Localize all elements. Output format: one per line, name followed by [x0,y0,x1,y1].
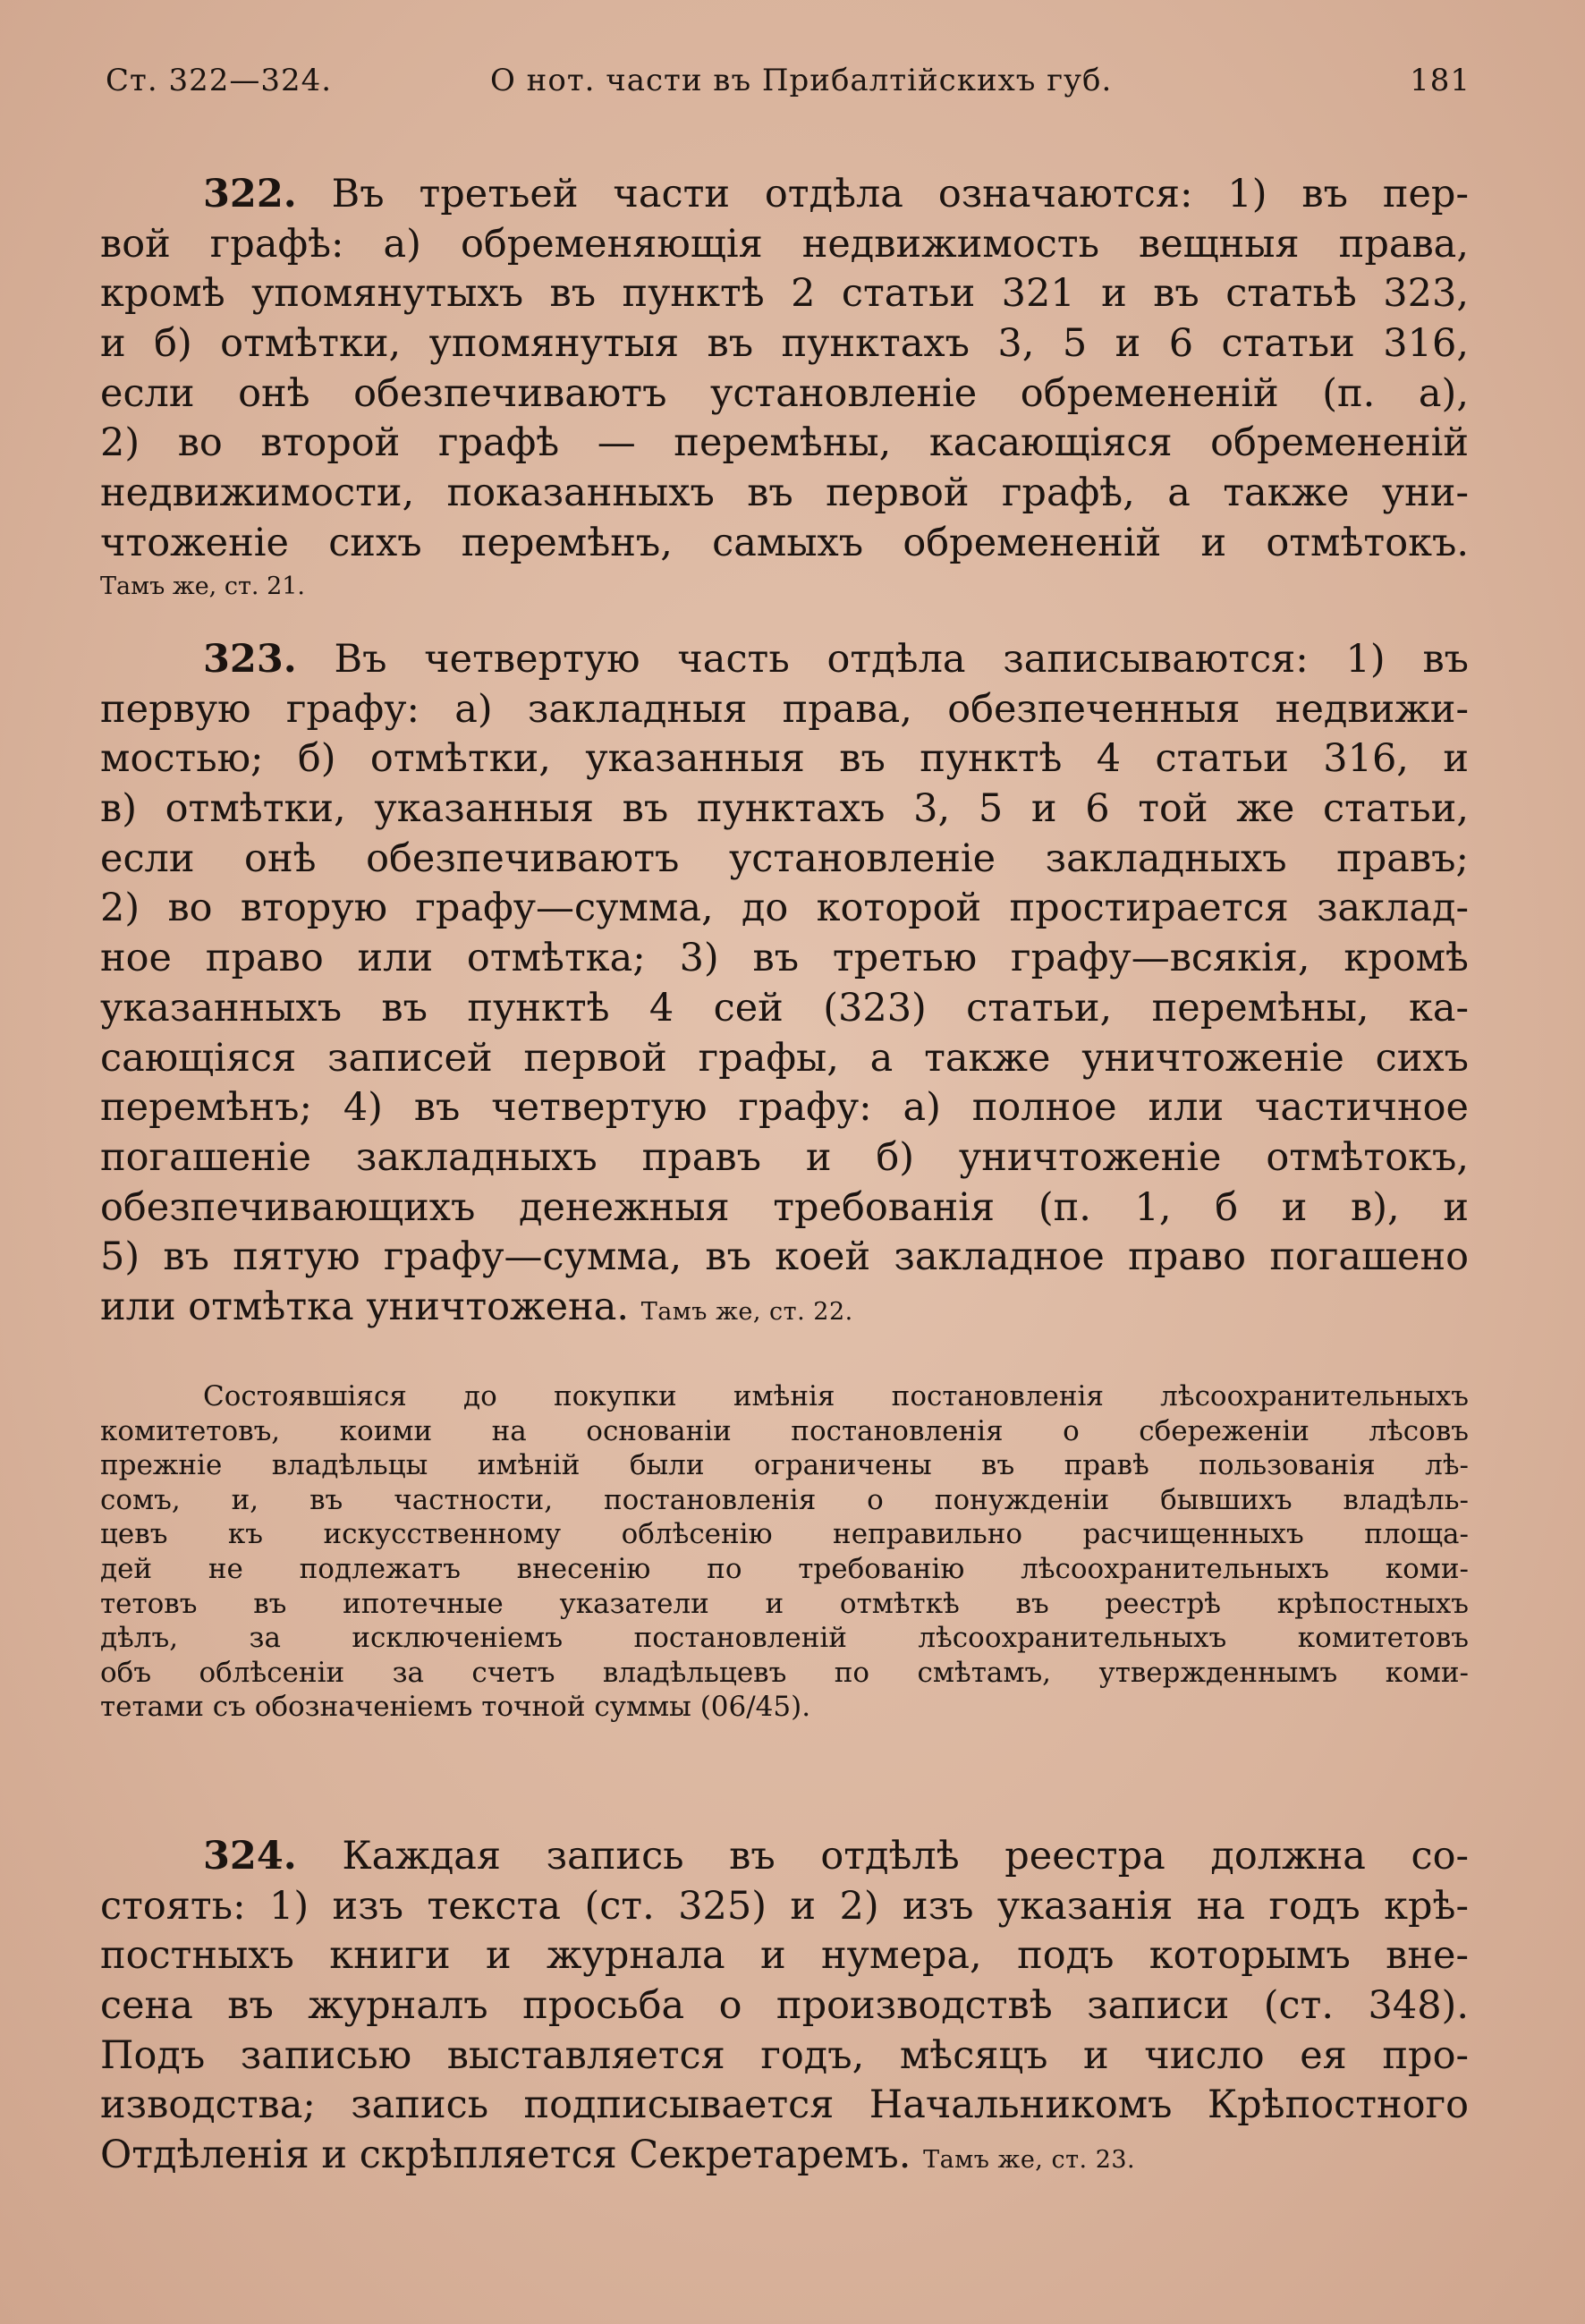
article-323-line [100,635,1469,685]
note-line: дѣлъ, за исключеніемъ постановленій лѣсоохранительныхъ комитетовъ [100,1622,1469,1655]
article-text: Каждая запись въ отдѣлѣ реестра должна со- [342,1834,1469,1879]
note-323 [100,1379,1469,1725]
article-323-line: сающіяся записей первой графы, а также уничтоженіе сихъ [100,1035,1469,1081]
article-323-line: погашеніе закладныхъ правъ и б) уничтоженіе отмѣтокъ, [100,1134,1469,1180]
note-line: цевъ къ искусственному облѣсенію неправильно расчищенныхъ площа- [100,1518,1469,1551]
article-323-line: первую графу: а) закладныя права, обезпеченныя недвижи- [100,686,1469,732]
article-text: Въ четвертую часть отдѣла записываются: 1) въ [334,637,1469,682]
article-324-line [100,1832,1469,1882]
article-text: Отдѣленія и скрѣпляется Секретаремъ. [100,2133,911,2178]
article-324-line: стоять: 1) изъ текста (ст. 325) и 2) изъ указанія на годъ крѣ- [100,1883,1469,1929]
article-323-line [100,1283,1469,1333]
article-323-line: перемѣнъ; 4) въ четвертую графу: а) полное или частичное [100,1085,1469,1131]
note-line: прежніе владѣльцы имѣній были ограничены въ правѣ пользованія лѣ- [100,1449,1469,1482]
article-number: 324. [203,1834,297,1879]
note-line: Состоявшіяся до покупки имѣнія постановленія лѣсоохранительныхъ [203,1380,1469,1412]
article-322-line: 2) во второй графѣ — перемѣны, касающіяся обремененій [100,420,1469,466]
article-323-line: в) отмѣтки, указанныя въ пунктахъ 3, 5 и 6 той же статьи, [100,786,1469,832]
article-324-line: Подъ записью выставляется годъ, мѣсяцъ и число ея про- [100,2032,1469,2078]
article-324-line: сена въ журналъ просьба о производствѣ записи (ст. 348). [100,1983,1469,2029]
article-324-line: изводства; запись подписывается Начальникомъ Крѣпостного [100,2082,1469,2128]
article-322-line [100,170,1469,220]
article-322-source: Тамъ же, ст. 21. [100,572,306,600]
article-number: 322. [203,172,297,216]
header-article-range: Ст. 322—324. [106,63,333,98]
article-322-line: если онѣ обезпечиваютъ установленіе обремененій (п. а), [100,370,1469,416]
running-header [106,63,1471,116]
article-text: или отмѣтка уничтожена. [100,1284,630,1329]
article-323-line: обезпечивающихъ денежныя требованія (п. 1, б и в), и [100,1184,1469,1230]
article-323-line: 5) въ пятую графу—сумма, въ коей закладное право погашено [100,1234,1469,1280]
article-322-line: вой графѣ: а) обременяющія недвижимость вещныя права, [100,221,1469,267]
note-line: тетами съ обозначеніемъ точной суммы (06/45). [100,1691,811,1724]
article-323-line: указанныхъ въ пунктѣ 4 сей (323) статьи, перемѣны, ка- [100,985,1469,1031]
article-323-line: 2) во вторую графу—сумма, до которой простирается заклад- [100,886,1469,931]
note-line: сомъ, и, въ частности, постановленія о понужденіи бывшихъ владѣль- [100,1483,1469,1516]
page-number: 181 [1410,63,1471,98]
article-323-line: если онѣ обезпечиваютъ установленіе закладныхъ правъ; [100,835,1469,881]
article-323-source: Тамъ же, ст. 22. [640,1297,853,1326]
article-322-line: чтоженіе сихъ перемѣнъ, самыхъ обремененій и отмѣтокъ. [100,520,1469,565]
article-322-line: кромѣ упомянутыхъ въ пунктѣ 2 статьи 321 и въ статьѣ 323, [100,271,1469,317]
article-323-line: мостью; б) отмѣтки, указанныя въ пунктѣ 4 статьи 316, и [100,736,1469,782]
article-324-line [100,2131,1469,2181]
note-line: объ облѣсеніи за счетъ владѣльцевъ по смѣтамъ, утвержденнымъ коми- [100,1656,1469,1689]
header-section-title: О нот. части въ Прибалтійскихъ губ. [490,63,1113,98]
article-322-line: и б) отмѣтки, упомянутыя въ пунктахъ 3, 5 и 6 статьи 316, [100,321,1469,367]
article-323-line: ное право или отмѣтка; 3) въ третью графу—всякія, кромѣ [100,936,1469,981]
article-number: 323. [203,637,297,682]
article-324 [100,1832,1469,2181]
note-line: комитетовъ, коими на основаніи постановленія о сбереженіи лѣсовъ [100,1414,1469,1447]
article-323 [100,635,1469,1333]
note-line: дей не подлежатъ внесенію по требованію лѣсоохранительныхъ коми- [100,1552,1469,1585]
article-text: Въ третьей части отдѣла означаются: 1) въ пер- [331,172,1469,216]
article-324-source: Тамъ же, ст. 23. [923,2146,1136,2175]
article-322 [100,170,1469,605]
article-322-line: недвижимости, показанныхъ въ первой графѣ, а также уни- [100,471,1469,516]
article-324-line: постныхъ книги и журнала и нумера, подъ которымъ вне- [100,1933,1469,1979]
note-line: тетовъ въ ипотечные указатели и отмѣткѣ въ реестрѣ крѣпостныхъ [100,1587,1469,1620]
